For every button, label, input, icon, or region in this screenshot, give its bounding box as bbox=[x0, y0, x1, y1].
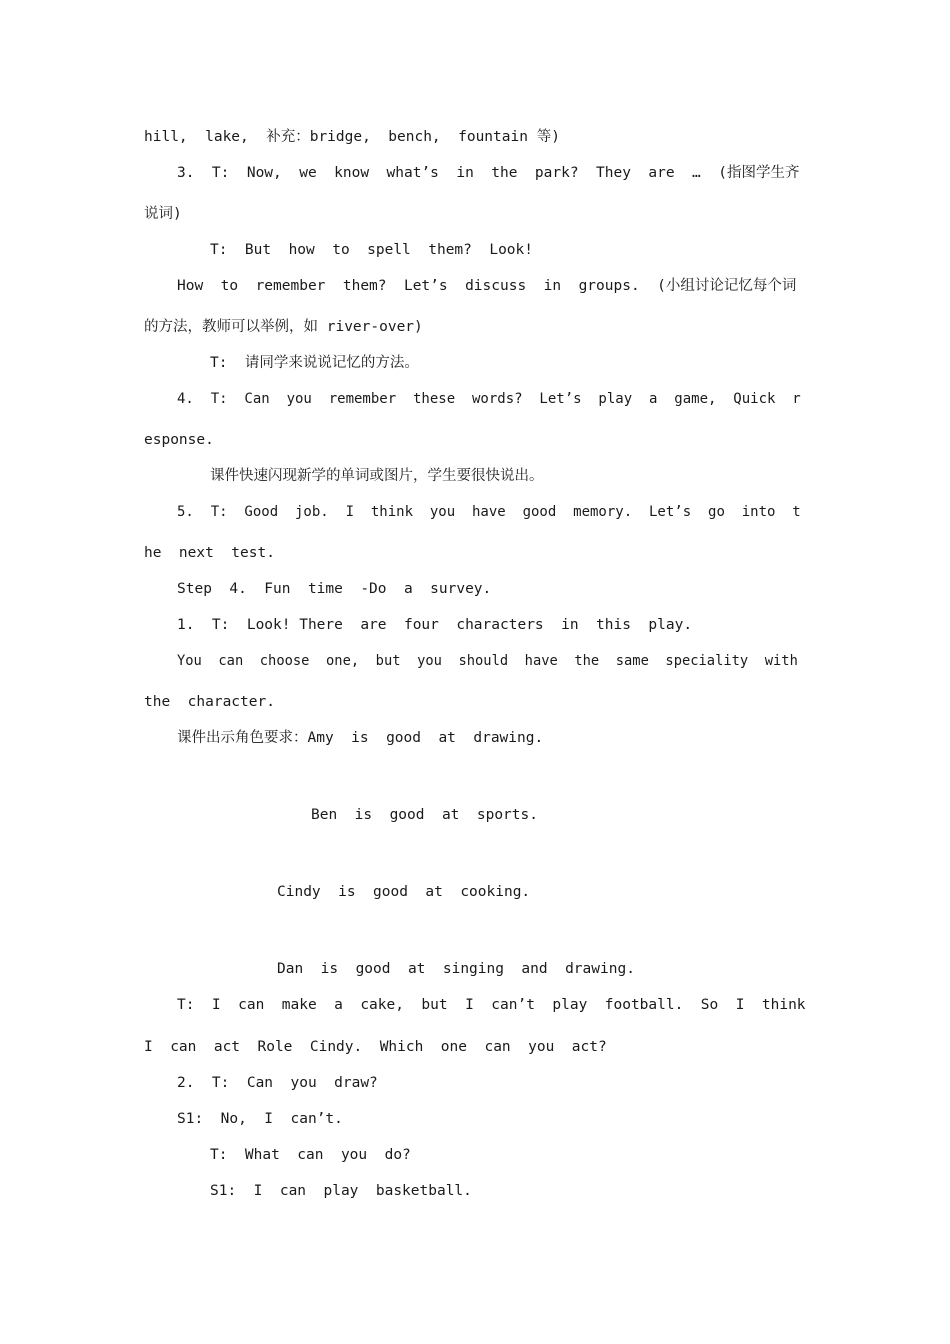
text-line: T: 请同学来说说记忆的方法。 bbox=[210, 355, 419, 371]
text-line: 3. T: Now, we know what’s in the park? They are … (指图学生齐 bbox=[177, 165, 800, 181]
text-line: Cindy is good at cooking. bbox=[277, 884, 531, 900]
text-line: 2. T: Can you draw? bbox=[177, 1075, 378, 1091]
text-line: Ben is good at sports. bbox=[311, 807, 538, 823]
text-line: esponse. bbox=[144, 432, 214, 448]
text-line: 说词) bbox=[144, 206, 182, 222]
text-line: S1: No, I can’t. bbox=[177, 1111, 343, 1127]
text-line: Step 4. Fun time -Do a survey. bbox=[177, 581, 492, 597]
text-line: he next test. bbox=[144, 545, 275, 561]
text-line: 5. T: Good job. I think you have good memory. Let’s go into t bbox=[177, 504, 801, 520]
text-line: hill, lake, 补充：bridge, bench, fountain 等) bbox=[144, 129, 560, 145]
text-line: T: But how to spell them? Look! bbox=[210, 242, 534, 258]
text-line: T: What can you do? bbox=[210, 1147, 411, 1163]
text-line: 的方法，教师可以举例，如 river-over) bbox=[144, 319, 423, 335]
text-line: the character. bbox=[144, 694, 275, 710]
text-line: T: I can make a cake, but I can’t play football. So I think bbox=[177, 997, 806, 1013]
text-line: You can choose one, but you should have the same speciality with bbox=[177, 653, 798, 669]
text-line: Dan is good at singing and drawing. bbox=[277, 961, 635, 977]
text-line: 课件快速闪现新学的单词或图片，学生要很快说出。 bbox=[210, 468, 544, 484]
text-line: S1: I can play basketball. bbox=[210, 1183, 472, 1199]
text-line: I can act Role Cindy. Which one can you act? bbox=[144, 1039, 607, 1055]
text-line: 1. T: Look! There are four characters in this play. bbox=[177, 617, 693, 633]
text-line: 4. T: Can you remember these words? Let’s play a game, Quick r bbox=[177, 391, 801, 407]
text-line: 课件出示角色要求：Amy is good at drawing. bbox=[177, 730, 544, 746]
text-line: How to remember them? Let’s discuss in groups. (小组讨论记忆每个词 bbox=[177, 278, 797, 294]
